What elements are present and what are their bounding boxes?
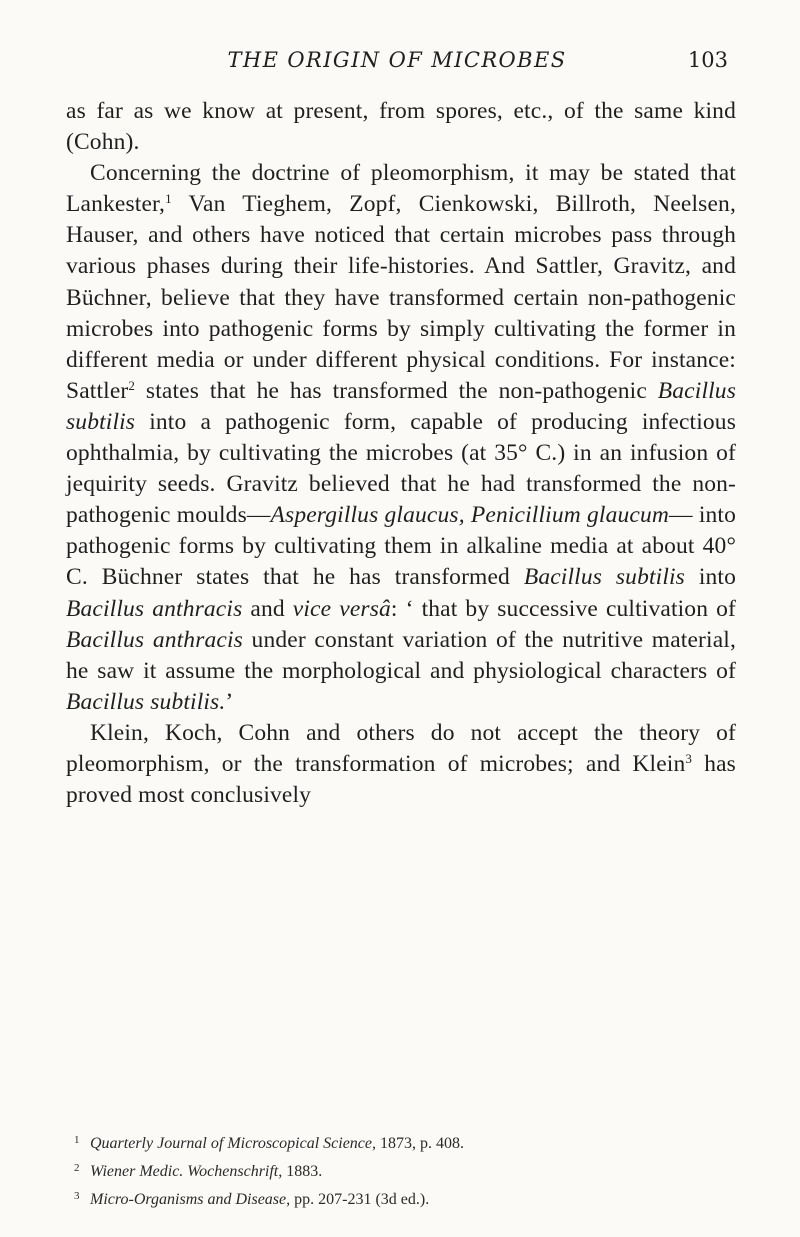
paragraph-text: has proved most conclusively	[66, 750, 736, 809]
footnote-ref-1[interactable]: 1	[165, 191, 172, 207]
footnote-mark: 2	[74, 1162, 80, 1174]
page-number: 103	[687, 48, 728, 72]
paragraph-pleomorphism	[66, 158, 736, 718]
paragraph-text: and	[242, 595, 293, 622]
paragraph-text: Concerning the doctrine of pleomorphism, it may be stated that Lankester,	[66, 160, 736, 218]
footnote-mark: 3	[74, 1190, 80, 1202]
species-name: Bacillus anthracis	[66, 595, 243, 622]
footnote-ref-2[interactable]: 2	[128, 377, 136, 393]
footnote-3	[74, 1184, 734, 1212]
footnote-source: Micro-Organisms and Disease,	[90, 1191, 291, 1208]
footnote-mark: 1	[74, 1134, 80, 1146]
paragraph-text: : ‘ that by successive cultivation of	[390, 595, 736, 622]
running-title: THE ORIGIN OF MICROBES	[227, 48, 567, 72]
footnote-2	[74, 1156, 734, 1184]
paragraph-text: Klein, Koch, Cohn and others do not accept the theory of pleomorphism, or the transformation of microbes; and Klein	[66, 719, 736, 777]
paragraph-text: under constant variation of the nutritive material, he saw it assume the morphological and physiological characters of	[66, 626, 736, 684]
footnote-ref-3[interactable]: 3	[685, 750, 693, 766]
footnote-detail: 1873, p. 408.	[376, 1135, 464, 1152]
paragraph-text: as far as we know at present, from spores, etc., of the same kind (Cohn).	[66, 98, 736, 156]
species-name: Bacillus anthracis	[66, 626, 243, 653]
body-text	[66, 96, 736, 811]
footnote-detail: 1883.	[282, 1163, 323, 1180]
paragraph-objection	[66, 718, 736, 811]
paragraph-text: Van Tieghem, Zopf, Cienkowski, Billroth, Neelsen, Hauser, and others have noticed that certain microbes pass through various phases during their life-histories. And Sattler, Gravitz, and Büchner, believe that they have transformed certain non-pathogenic microbes into pathogenic forms by simply cultivating the former in different media or under different physical conditions. For instance: Sattler	[66, 191, 736, 404]
paragraph-text: ’	[225, 688, 234, 715]
species-name: Bacillus subtilis	[66, 377, 736, 435]
footnote-source: Wiener Medic. Wochenschrift,	[90, 1163, 283, 1180]
footnote-detail: pp. 207-231 (3d ed.).	[290, 1191, 430, 1208]
paragraph-continued	[66, 96, 736, 158]
species-name: Aspergillus glaucus, Penicillium glaucum	[270, 502, 670, 529]
footnote-1	[74, 1128, 734, 1156]
paragraph-text: into a pathogenic form, capable of producing infectious ophthalmia, by cultivating the microbes (at 35° C.) in an infusion of jequirity seeds. Gravitz believed that he had transformed the non-pathogenic moulds—	[66, 408, 736, 529]
footnote-source: Quarterly Journal of Microscopical Science,	[90, 1135, 376, 1152]
page-header	[66, 48, 728, 78]
species-name: Bacillus subtilis.	[66, 688, 226, 715]
species-name: Bacillus subtilis	[523, 564, 685, 591]
paragraph-text: states that he has transformed the non-pathogenic	[135, 377, 658, 404]
latin-phrase: vice versâ	[292, 595, 391, 622]
paragraph-text: into	[684, 564, 736, 591]
paragraph-text: — into pathogenic forms by cultivating them in alkaline media at about 40° C. Büchner states that he has transformed	[66, 502, 736, 591]
footnotes	[74, 1128, 734, 1212]
